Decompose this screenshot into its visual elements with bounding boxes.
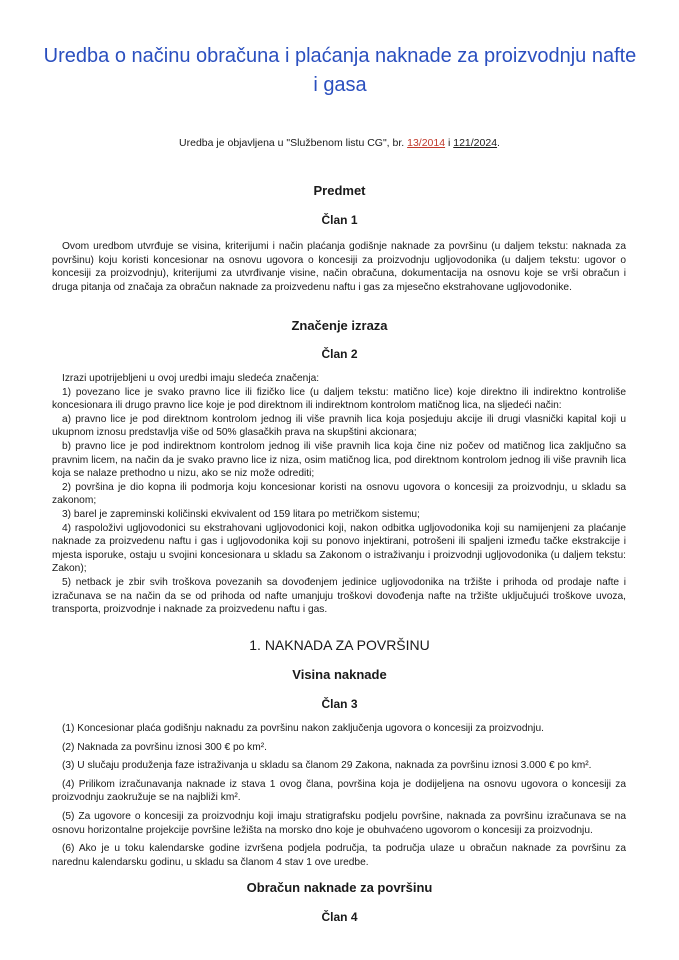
list-item: (5) Za ugovore o koncesiji za proizvodnju koji imaju stratigrafsku podjelu površine, naknada za površinu izračunava se na osnovu horizontalne projekcije površine ležišta na morsko dno koje je obuhvaćeno ugovorom o koncesiji za proizvodnju. — [52, 810, 626, 836]
list-item: (6) Ako je u toku kalendarske godine izvršena podjela područja, ta područja ulaze u obračun naknade za površinu za narednu kalendarsku godinu, u skladu sa članom 4 stav 1 ove uredbe. — [52, 843, 626, 868]
list-item: 1) povezano lice je svako pravno lice ili fizičko lice (u daljem tekstu: matično lice) koje direktno ili indirektno kontroliše koncesionara ili drugo pravno lice koje je pod direktnom ili indirektnom kontrolom matičnog lica, na sljedeći način: — [52, 386, 626, 412]
clan-1-paragraph — [52, 240, 626, 294]
heading-znacenje-izraza: Značenje izraza — [291, 318, 388, 333]
clan-2-list — [52, 372, 626, 617]
list-item: (1) Koncesionar plaća godišnju naknadu za površinu nakon zaključenja ugovora o koncesiji za proizvodnju. — [62, 723, 544, 734]
clan-1-text: Ovom uredbom utvrđuje se visina, kriterijumi i način plaćanja godišnje naknade za površinu (u daljem tekstu: naknada za površinu) koju koristi koncesionar na osnovu ugovora o koncesiji za proizvodnju ugljovodonika (u daljem tekstu: ugovor o koncesiji za proizvodnju), kriterijumi za utvrđivanje visine, način obračuna, dokumentacija na osnovu koje se vrši obračun i druga pitanja od značaja za obračun naknade za proizvedenu naftu i gas za mjesečno ekstrahovane ugljovodonike. — [52, 241, 626, 293]
gazette-link-2014[interactable]: 13/2014 — [407, 137, 446, 149]
publication-suffix: . — [497, 137, 500, 149]
heading-clan-3: Član 3 — [321, 697, 358, 711]
list-item: 3) barel je zapreminski količinski ekvivalent od 159 litara po metričkom sistemu; — [62, 508, 420, 520]
list-item: a) pravno lice je pod direktnom kontrolom jednog ili više pravnih lica koja posjeduju akcije ili drugi vlasnički kapital koji u ukupnom iznosu predstavlja više od 50% glasačkih prava na skupštini akcionara; — [52, 413, 626, 439]
list-item: 4) raspoloživi ugljovodonici su ekstrahovani ugljovodonici koji, nakon odbitka ugljovodonika koji su namijenjeni za plaćanje naknade za proizvedenu naftu i gas i ugljovodonika koji su ponovo injektirani, potrošeni ili spaljeni između tačke ekstrakcije i mjesta isporuke, ostaju u svojini koncesionara u skladu sa Zakonom o istraživanju i proizvodnji ugljovodonika (u daljem tekstu: Zakon); — [52, 522, 626, 575]
heading-visina-naknade: Visina naknade — [292, 667, 387, 682]
heading-clan-1: Član 1 — [321, 213, 358, 227]
heading-obracun-naknade: Obračun naknade za površinu — [246, 880, 433, 895]
publication-middle: i — [445, 137, 454, 149]
list-item: b) pravno lice je pod indirektnom kontrolom jednog ili više pravnih lica koja čine niz počev od matičnog lica zaključno sa pravnim licem, na način da je svako pravno lice iz niza, osim matičnog lica, pod direktnom kontrolom jednog ili više pravnih lica koja se nalaze prethodno u nizu, ako se niz može odrediti; — [52, 440, 626, 480]
list-item: 2) površina je dio kopna ili podmorja koju koncesionar koristi na osnovu ugovora o koncesiji za proizvodnju, u skladu sa zakonom; — [52, 481, 626, 507]
list-item: 5) netback je zbir svih troškova povezanih sa dovođenjem jedinice ugljovodonika na tržište i prihoda od prodaje nafte i izračunava se na način da se od prihoda od nafte umanjuju troškovi dovođenja nafte na tržište uključujući troškove uvoza, transporta, proizvodnje i naknade za proizvedenu naftu i gas. — [52, 576, 626, 616]
gazette-link-2024[interactable]: 121/2024 — [453, 137, 498, 149]
list-item: (2) Naknada za površinu iznosi 300 € po km². — [62, 741, 267, 753]
list-item: Izrazi upotrijebljeni u ovoj uredbi imaju sledeća značenja: — [62, 373, 320, 384]
clan-3-list — [52, 722, 626, 874]
publication-prefix: Uredba je objavljena u "Službenom listu CG", br. — [179, 137, 408, 149]
document-title: Uredba o načinu obračuna i plaćanja naknade za proizvodnju nafte i gasa — [43, 45, 637, 96]
heading-clan-2: Član 2 — [321, 347, 358, 361]
heading-clan-4: Član 4 — [321, 910, 358, 924]
section-heading-naknada: 1. NAKNADA ZA POVRŠINU — [249, 637, 430, 653]
publication-note — [0, 137, 679, 149]
list-item: (4) Prilikom izračunavanja naknade iz stava 1 ovog člana, površina koja je dodijeljena na osnovu ugovora o koncesiji za proizvodnju zaokružuje se na najbliži km². — [52, 778, 626, 804]
heading-predmet: Predmet — [313, 183, 366, 198]
list-item: (3) U slučaju produženja faze istraživanja u skladu sa članom 29 Zakona, naknada za površinu iznosi 3.000 € po km². — [62, 760, 592, 772]
